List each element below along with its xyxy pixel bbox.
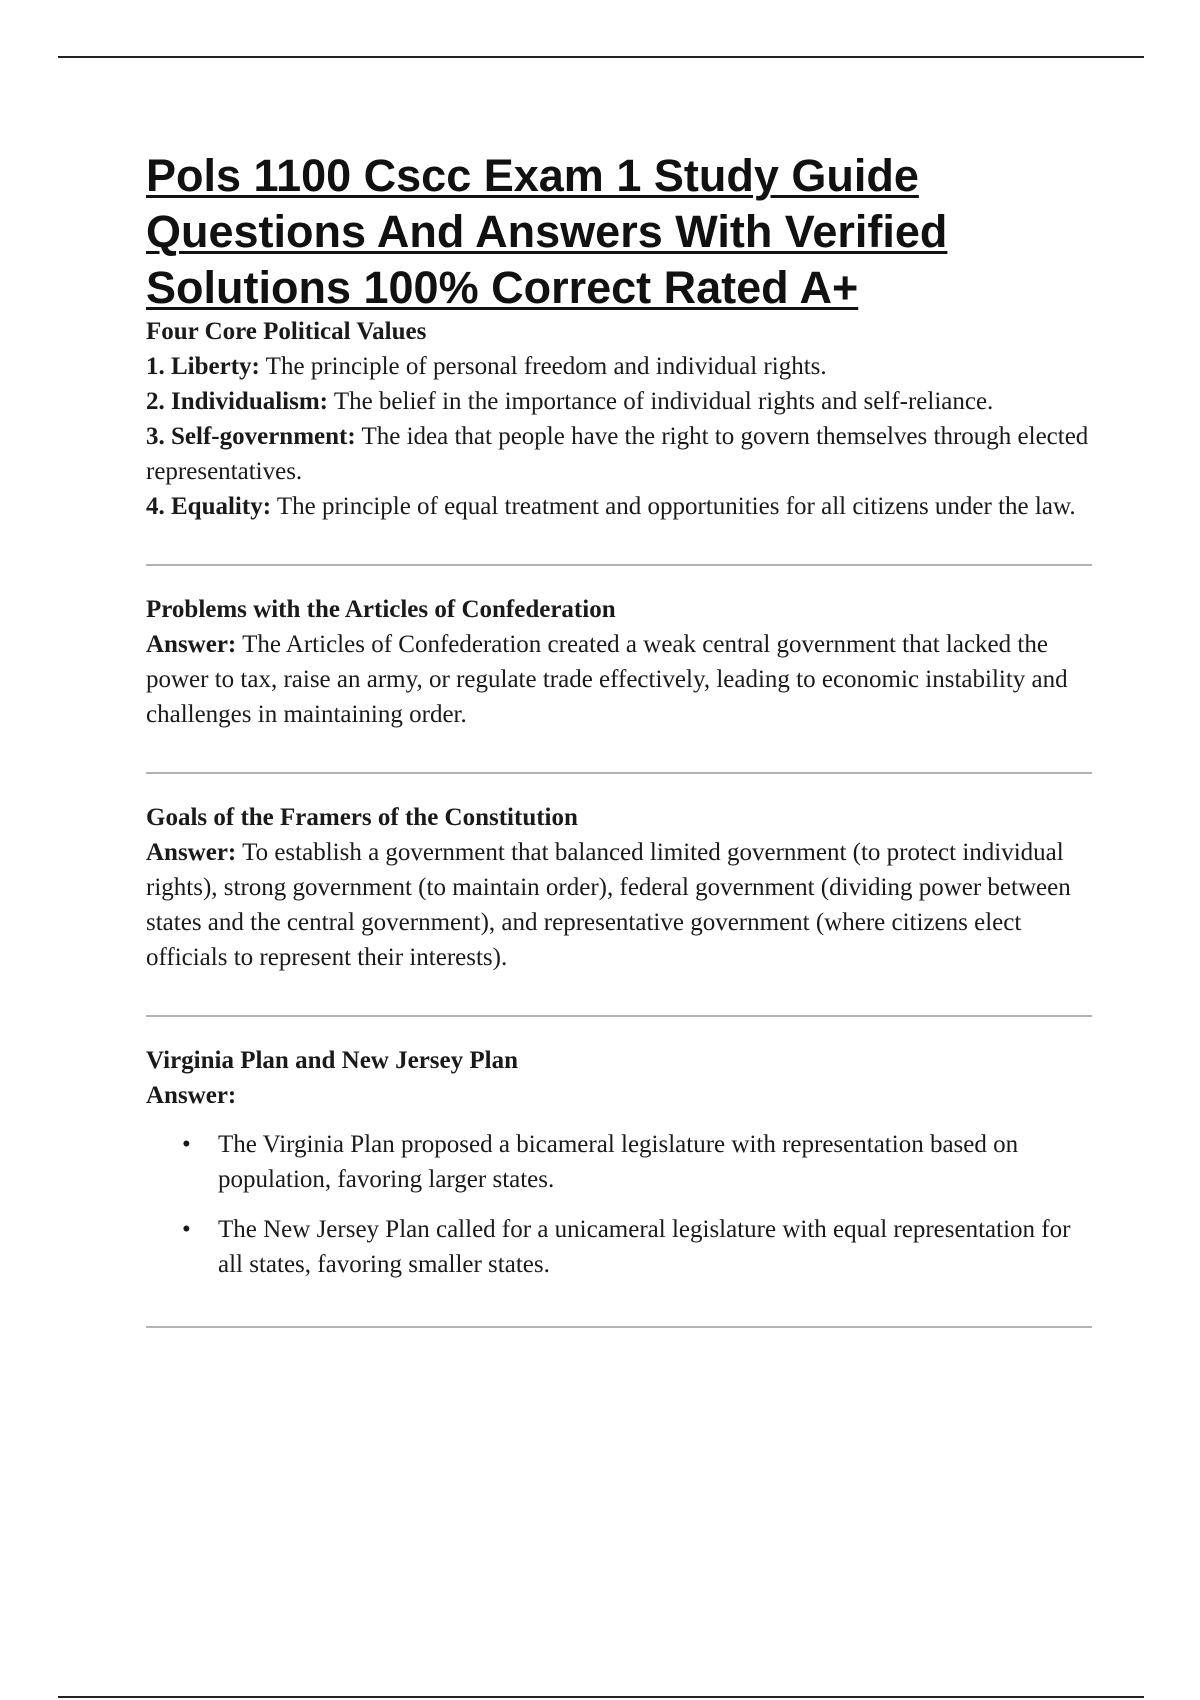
- core-value-item-3: [146, 419, 1092, 489]
- section-core-values: [146, 314, 1092, 524]
- core-value-item-1: [146, 349, 1092, 384]
- answer-label: Answer:: [146, 631, 237, 658]
- core-value-item-2: [146, 384, 1092, 419]
- section-heading-plans: Virginia Plan and New Jersey Plan: [146, 1047, 518, 1074]
- list-item: [146, 1212, 1092, 1282]
- section-framers: [146, 800, 1092, 975]
- page-bottom-rule: [58, 1696, 1144, 1698]
- answer-text: To establish a government that balanced limited government (to protect individual rights), strong government (to maintain order), federal government (dividing power between states and the central government), and representative government (where citizens elect officials to represent their interests).: [146, 839, 1071, 971]
- articles-answer: [146, 627, 1092, 732]
- framers-answer: [146, 835, 1092, 975]
- section-heading-core-values: Four Core Political Values: [146, 318, 427, 345]
- list-item-text: The New Jersey Plan called for a unicameral legislature with equal representation for all states, favoring smaller states.: [218, 1216, 1071, 1278]
- title-line-1: Pols 1100 Cscc Exam 1 Study Guide: [146, 150, 919, 201]
- section-plans: [146, 1043, 1092, 1282]
- core-value-text: The belief in the importance of individual rights and self-reliance.: [328, 388, 994, 415]
- section-articles: [146, 592, 1092, 732]
- core-value-term: 4. Equality:: [146, 493, 272, 520]
- title-line-2: Questions And Answers With Verified: [146, 206, 948, 257]
- core-value-term: 1. Liberty:: [146, 353, 260, 380]
- core-value-term: 3. Self-government:: [146, 423, 356, 450]
- section-heading-articles: Problems with the Articles of Confederation: [146, 596, 616, 623]
- list-item-text: The Virginia Plan proposed a bicameral legislature with representation based on population, favoring larger states.: [218, 1131, 1019, 1193]
- core-value-text: The principle of personal freedom and individual rights.: [259, 353, 827, 380]
- core-value-term: 2. Individualism:: [146, 388, 329, 415]
- answer-label: Answer:: [146, 1082, 237, 1109]
- section-heading-framers: Goals of the Framers of the Constitution: [146, 804, 578, 831]
- bullet-icon: •: [182, 1216, 191, 1243]
- section-divider: [146, 1015, 1092, 1017]
- section-divider: [146, 564, 1092, 566]
- core-value-text: The principle of equal treatment and opportunities for all citizens under the law.: [271, 493, 1076, 520]
- plans-bullet-list: [146, 1127, 1092, 1282]
- section-divider: [146, 1326, 1092, 1328]
- document-title: [146, 148, 1092, 316]
- document-body: [146, 148, 1092, 1328]
- answer-label: Answer:: [146, 839, 237, 866]
- core-value-item-4: [146, 489, 1092, 524]
- section-divider: [146, 772, 1092, 774]
- list-item: [146, 1127, 1092, 1197]
- page-top-rule: [58, 56, 1144, 58]
- answer-text: The Articles of Confederation created a weak central government that lacked the power to tax, raise an army, or regulate trade effectively, leading to economic instability and challenges in maintaining order.: [146, 631, 1068, 728]
- core-value-text: The idea that people have the right to govern themselves through elected representatives.: [146, 423, 1089, 485]
- bullet-icon: •: [182, 1131, 191, 1158]
- title-line-3: Solutions 100% Correct Rated A+: [146, 262, 859, 313]
